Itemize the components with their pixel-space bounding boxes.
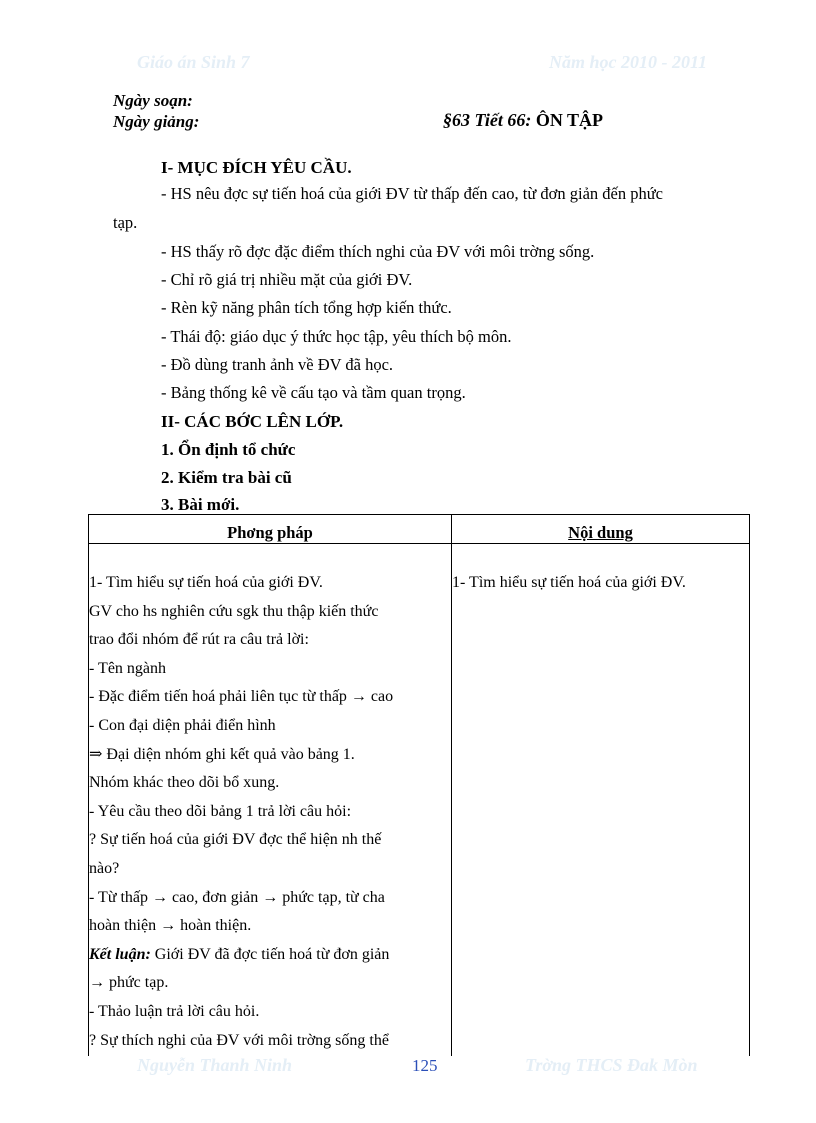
method-line: ⇒ Đại diện nhóm ghi kết quả vào bảng 1.	[89, 745, 355, 763]
part2-heading: II- CÁC BỚC LÊN LỚP.	[161, 412, 344, 431]
content-line: 1- Tìm hiểu sự tiến hoá của giới ĐV.	[452, 574, 686, 591]
page-number: 125	[412, 1056, 438, 1075]
header-method: Phơng pháp	[89, 515, 452, 544]
part1-item: - Bảng thống kê về cấu tạo và tầm quan trọng.	[161, 383, 466, 402]
table-header-row	[89, 515, 750, 544]
part1-item: - HS thấy rõ đợc đặc điểm thích nghi của ĐV với môi trờng sống.	[161, 242, 595, 261]
lesson-section: §63 Tiết 66:	[443, 110, 532, 130]
prep-date-label: Ngày soạn:	[113, 91, 193, 110]
method-line: trao đổi nhóm để rút ra câu trả lời:	[89, 631, 309, 649]
table-row	[89, 544, 750, 1057]
teach-date-label: Ngày giảng:	[113, 112, 200, 131]
method-line: - Tên ngành	[89, 659, 167, 677]
method-line: - Con đại diện phải điển hình	[89, 716, 276, 734]
lesson-title	[443, 110, 603, 131]
method-line: Nhóm khác theo dõi bổ xung.	[89, 774, 280, 792]
lesson-table	[88, 514, 750, 1056]
method-line: hoàn thiện → hoàn thiện.	[89, 917, 252, 935]
method-cell	[89, 544, 452, 1057]
part1-item: - Chỉ rõ giá trị nhiều mặt của giới ĐV.	[161, 270, 413, 289]
conclusion-label: Kết luận:	[89, 945, 151, 963]
method-line: - Từ thấp → cao, đơn giản → phức tạp, từ cha	[89, 888, 385, 906]
header-right: Năm học 2010 - 2011	[549, 52, 708, 72]
header-content-label: Nội dung	[568, 523, 633, 542]
footer-author: Nguyễn Thanh Ninh	[137, 1055, 293, 1075]
method-line: ? Sự thích nghi của ĐV với môi trờng sống thể	[89, 1031, 389, 1049]
method-line: 1- Tìm hiểu sự tiến hoá của giới ĐV.	[89, 574, 323, 591]
method-line: ? Sự tiến hoá của giới ĐV đợc thể hiện nh thế	[89, 831, 382, 849]
part1-item: - Rèn kỹ năng phân tích tổng hợp kiến thức.	[161, 298, 452, 317]
method-line: - Yêu cầu theo dõi bảng 1 trả lời câu hỏi:	[89, 802, 352, 820]
conclusion-text: Giới ĐV đã đợc tiến hoá từ đơn giản	[154, 945, 390, 963]
part1-item: tạp.	[113, 213, 138, 232]
part1-item: - HS nêu đợc sự tiến hoá của giới ĐV từ thấp đến cao, từ đơn giản đến phức	[161, 184, 663, 203]
part1-heading: I- MỤC ĐÍCH YÊU CẦU.	[161, 158, 352, 177]
method-line: nào?	[89, 859, 120, 877]
header-left: Giáo án Sinh 7	[137, 52, 250, 72]
part2-step: 2. Kiểm tra bài cũ	[161, 468, 292, 487]
part2-step: 1. Ổn định tổ chức	[161, 440, 296, 459]
part1-item: - Đồ dùng tranh ảnh về ĐV đã học.	[161, 355, 394, 374]
conclusion-line	[89, 941, 451, 970]
method-line: GV cho hs nghiên cứu sgk thu thập kiến thức	[89, 602, 379, 620]
header-content	[452, 515, 750, 544]
content-cell	[452, 544, 750, 1057]
part1-item: - Thái độ: giáo dục ý thức học tập, yêu thích bộ môn.	[161, 327, 512, 346]
lesson-name: ÔN TẬP	[535, 110, 603, 130]
method-line: → phức tạp.	[89, 974, 169, 992]
method-line: - Đặc điểm tiến hoá phải liên tục từ thấp → cao	[89, 688, 394, 706]
method-line: - Thảo luận trả lời câu hỏi.	[89, 1002, 260, 1020]
footer-school: Trờng THCS Đak Mòn	[525, 1055, 698, 1075]
part2-step: 3. Bài mới.	[161, 495, 240, 514]
